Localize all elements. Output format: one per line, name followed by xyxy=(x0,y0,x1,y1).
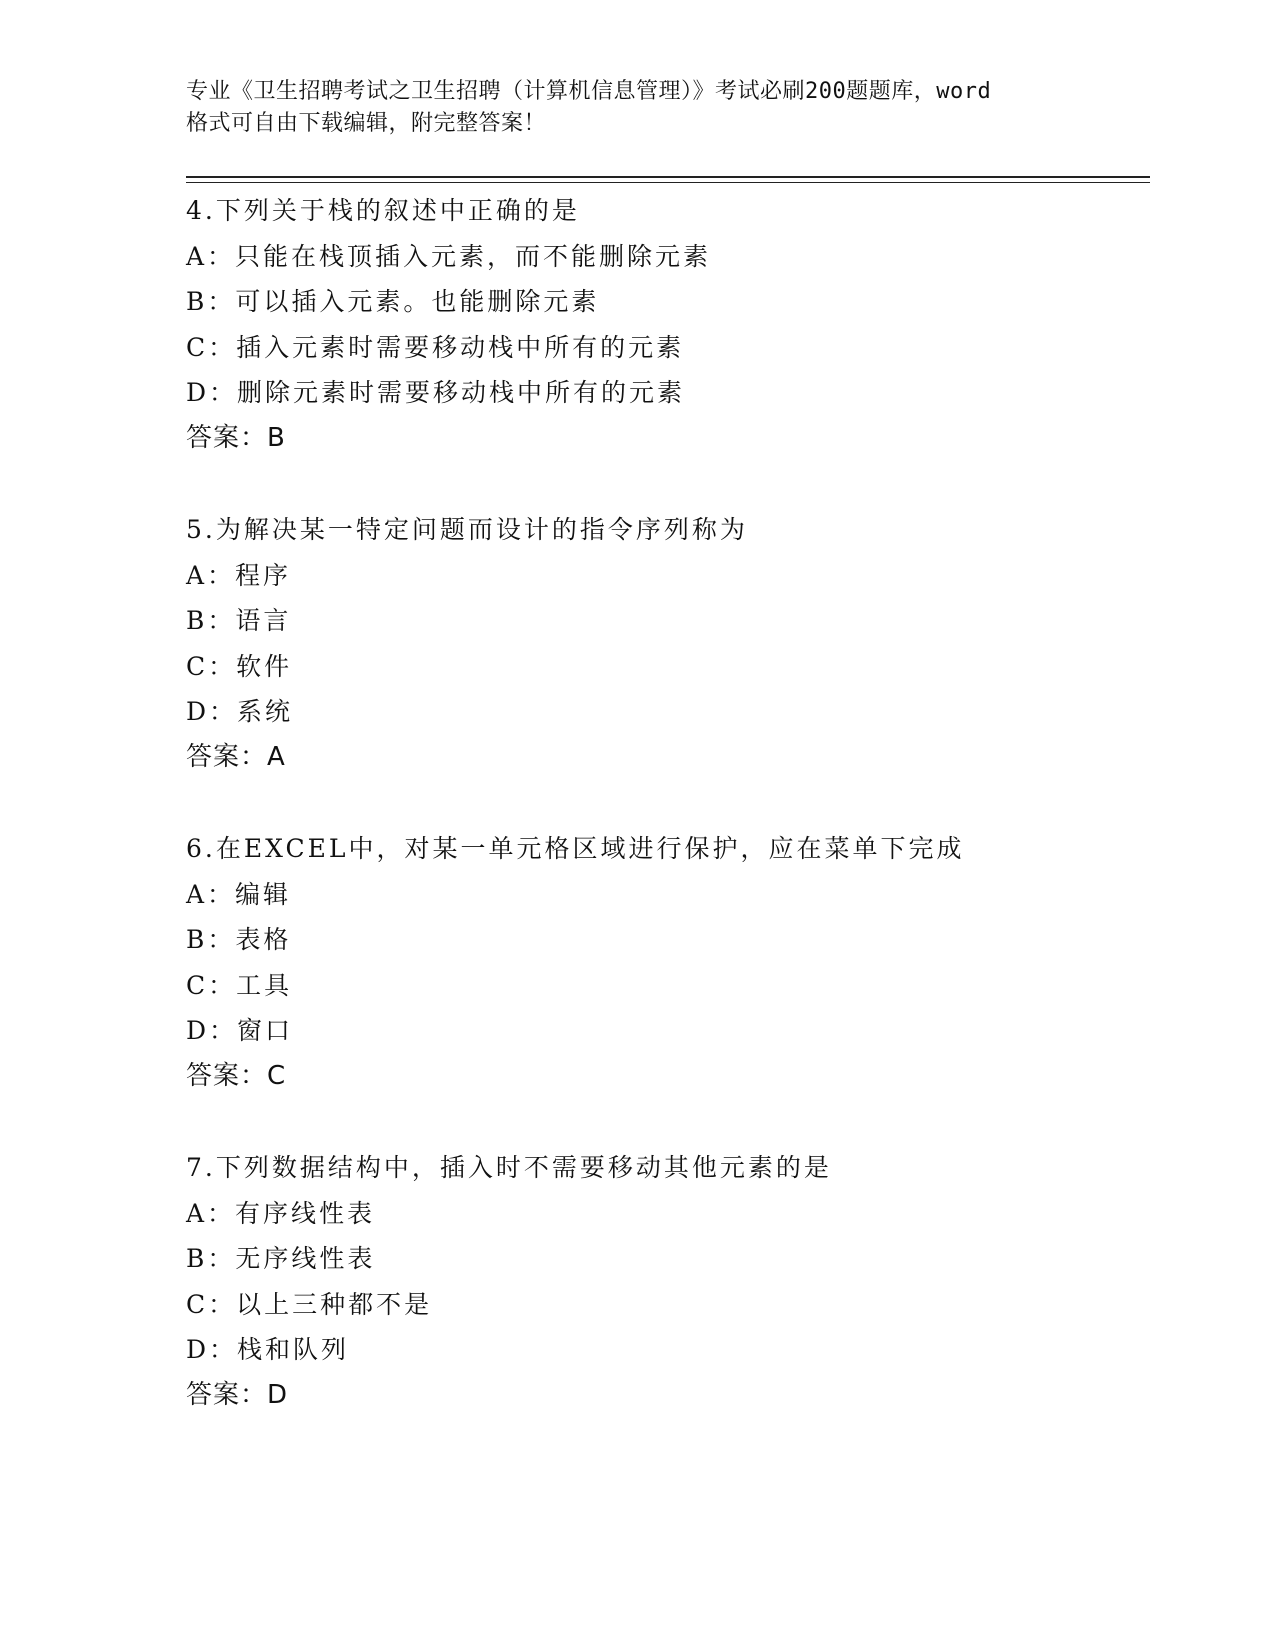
option-b: B：可以插入元素。也能删除元素 xyxy=(186,287,600,316)
option-d: D：系统 xyxy=(186,697,294,726)
answer-line: 答案：C xyxy=(186,1060,287,1091)
option-c: C：工具 xyxy=(186,970,293,1000)
option-a: A：只能在栈顶插入元素，而不能删除元素 xyxy=(186,241,712,271)
question-5 xyxy=(186,507,1150,780)
option-a: A：程序 xyxy=(186,560,292,590)
question-stem: 5.为解决某一特定问题而设计的指令序列称为 xyxy=(186,515,748,544)
option-d: D：栈和队列 xyxy=(186,1335,350,1364)
header-divider-thick xyxy=(186,176,1150,178)
document-header xyxy=(186,76,1096,140)
question-stem: 6.在EXCEL中，对某一单元格区域进行保护，应在菜单下完成 xyxy=(186,834,965,863)
answer-line: 答案：A xyxy=(186,741,286,772)
question-7 xyxy=(186,1145,1150,1418)
question-stem: 4.下列关于栈的叙述中正确的是 xyxy=(186,196,580,225)
option-d: D：删除元素时需要移动栈中所有的元素 xyxy=(186,378,686,407)
answer-line: 答案：B xyxy=(186,422,286,453)
header-divider-thin xyxy=(186,182,1150,183)
option-b: B：无序线性表 xyxy=(186,1244,376,1273)
option-c: C：软件 xyxy=(186,651,293,681)
option-b: B：语言 xyxy=(186,606,292,635)
answer-line: 答案：D xyxy=(186,1379,289,1410)
option-c: C：插入元素时需要移动栈中所有的元素 xyxy=(186,332,685,362)
option-a: A：有序线性表 xyxy=(186,1198,376,1228)
question-4 xyxy=(186,188,1150,461)
question-list xyxy=(186,188,1150,1464)
option-a: A：编辑 xyxy=(186,879,292,909)
option-d: D：窗口 xyxy=(186,1016,294,1045)
header-line-2: 格式可自由下载编辑，附完整答案！ xyxy=(186,111,547,136)
option-b: B：表格 xyxy=(186,925,292,954)
option-c: C：以上三种都不是 xyxy=(186,1289,433,1319)
header-line-1: 专业《卫生招聘考试之卫生招聘（计算机信息管理）》考试必刷200题题库，word xyxy=(186,79,992,104)
question-6 xyxy=(186,826,1150,1099)
question-stem: 7.下列数据结构中，插入时不需要移动其他元素的是 xyxy=(186,1153,832,1182)
